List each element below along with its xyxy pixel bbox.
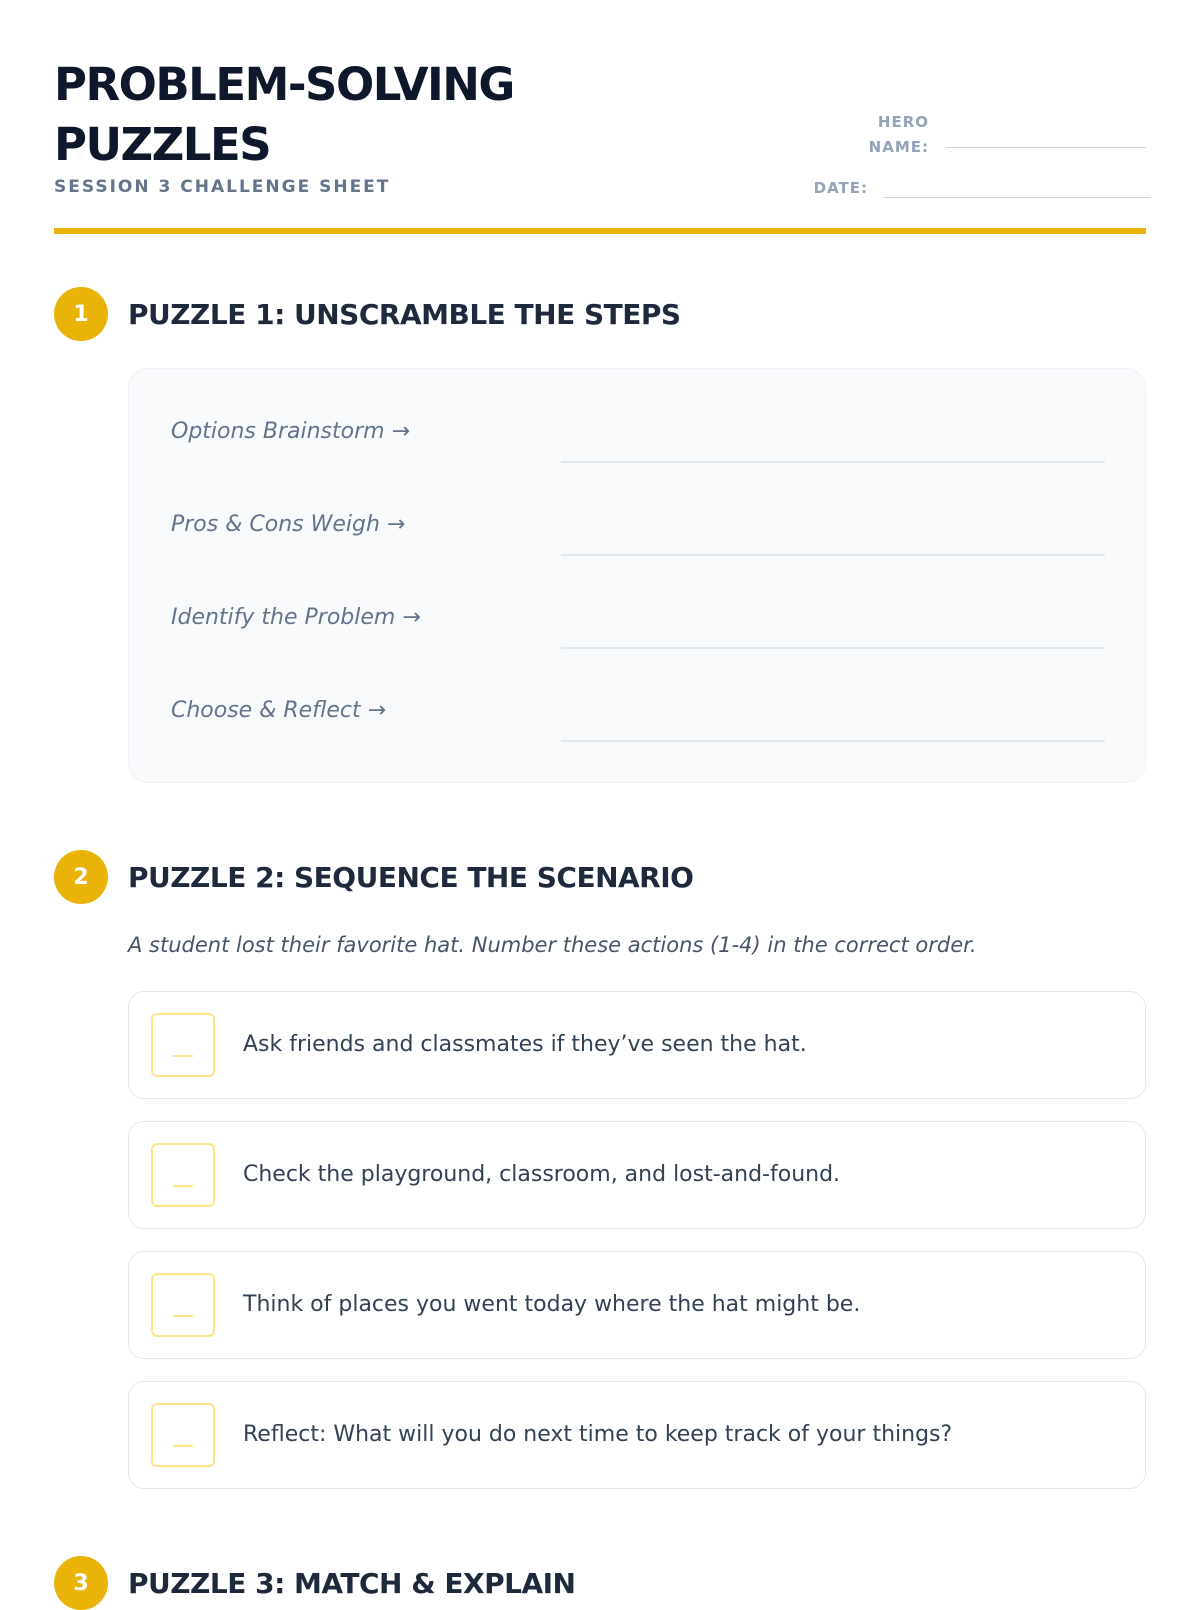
puzzle-1-title: PUZZLE 1: UNSCRAMBLE THE STEPS — [128, 297, 681, 331]
step-answer-line[interactable] — [561, 647, 1105, 649]
hero-label-line-1: HERO — [877, 113, 929, 131]
action-card — [128, 1381, 1146, 1489]
page-subtitle: SESSION 3 CHALLENGE SHEET — [54, 177, 391, 197]
step-answer-line[interactable] — [561, 554, 1105, 556]
step-label: Options Brainstorm → — [171, 419, 411, 444]
hero-label-line-2: NAME: — [868, 138, 929, 156]
hero-name-field[interactable] — [946, 147, 1146, 148]
date-field[interactable] — [884, 197, 1151, 198]
hero-name-label — [794, 110, 929, 160]
step-row — [171, 690, 1105, 750]
step-row — [171, 597, 1105, 657]
order-number-box[interactable] — [151, 1143, 215, 1207]
puzzle-1-badge: 1 — [54, 287, 108, 341]
puzzle-2-badge: 2 — [54, 850, 108, 904]
action-text: Think of places you went today where the hat might be. — [243, 1292, 861, 1317]
action-card — [128, 991, 1146, 1099]
step-answer-line[interactable] — [561, 740, 1105, 742]
puzzle-3-heading — [54, 1556, 575, 1610]
action-text: Reflect: What will you do next time to keep track of your things? — [243, 1422, 953, 1447]
scenario-instructions: A student lost their favorite hat. Number these actions (1-4) in the correct order. — [128, 933, 977, 957]
order-number-box[interactable] — [151, 1403, 215, 1467]
order-number-box[interactable] — [151, 1013, 215, 1077]
action-card — [128, 1121, 1146, 1229]
action-text: Check the playground, classroom, and lost-and-found. — [243, 1162, 841, 1187]
puzzle-3-badge: 3 — [54, 1556, 108, 1610]
action-text: Ask friends and classmates if they’ve seen the hat. — [243, 1032, 807, 1057]
date-label: DATE: — [813, 179, 868, 197]
steps-panel — [128, 368, 1146, 783]
puzzle-1-heading — [54, 287, 681, 341]
puzzle-2-title: PUZZLE 2: SEQUENCE THE SCENARIO — [128, 860, 694, 894]
title-line-1: PROBLEM-SOLVING — [54, 58, 514, 111]
worksheet-page — [54, 0, 1146, 1600]
step-answer-line[interactable] — [561, 461, 1105, 463]
puzzle-3-title: PUZZLE 3: MATCH & EXPLAIN — [128, 1566, 576, 1600]
page-title — [54, 55, 674, 175]
header-divider — [54, 228, 1146, 234]
title-line-2: PUZZLES — [54, 118, 271, 171]
step-label: Pros & Cons Weigh → — [171, 512, 406, 537]
step-label: Identify the Problem → — [171, 605, 421, 630]
puzzle-2-heading — [54, 850, 693, 904]
step-row — [171, 504, 1105, 564]
action-card — [128, 1251, 1146, 1359]
order-number-box[interactable] — [151, 1273, 215, 1337]
step-row — [171, 411, 1105, 471]
step-label: Choose & Reflect → — [171, 698, 387, 723]
